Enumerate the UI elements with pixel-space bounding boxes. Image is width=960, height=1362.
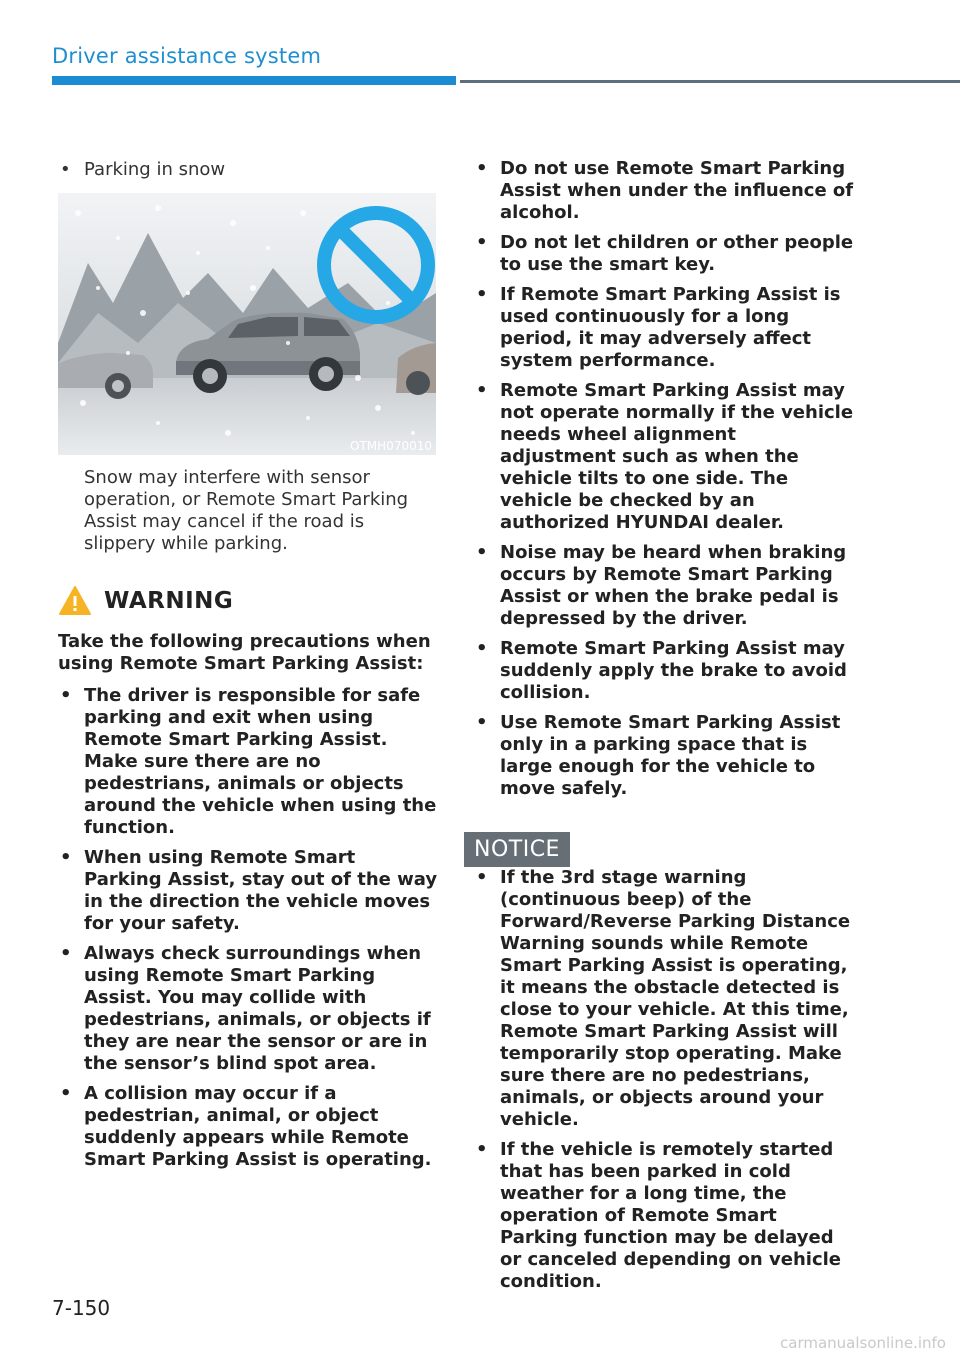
bullet-parking-in-snow: • Parking in snow — [58, 158, 438, 181]
list-item: • When using Remote Smart Parking Assist, stay out of the way in the direction the vehicle moves for your safety. — [58, 847, 438, 935]
figure-caption: Snow may interfere with sensor operation, or Remote Smart Parking Assist may cancel if the road is slippery while parking. — [84, 467, 409, 554]
section-title: Driver assistance system — [52, 44, 322, 68]
left-column — [58, 158, 438, 1179]
warning-triangle-icon — [58, 585, 92, 617]
list-item: • Do not use Remote Smart Parking Assist when under the influence of alcohol. — [474, 158, 854, 224]
warning-label: WARNING — [104, 588, 234, 614]
list-item: • Use Remote Smart Parking Assist only in a parking space that is large enough for the vehicle to move safely. — [474, 712, 854, 800]
notice-list — [474, 867, 854, 1293]
list-item: • A collision may occur if a pedestrian, animal, or object suddenly appears while Remote Smart Parking Assist is operating. — [58, 1083, 438, 1171]
snow-scene-image — [58, 193, 436, 455]
list-item: • Remote Smart Parking Assist may not operate normally if the vehicle needs wheel alignment adjustment such as when the vehicle tilts to one side. The vehicle be checked by an authorized HYUNDAI dealer. — [474, 380, 854, 534]
page-number: 7-150 — [52, 1296, 111, 1320]
figure-code: OTMH070010 — [350, 439, 432, 453]
warning-heading — [58, 585, 438, 617]
warning-list-left — [58, 685, 438, 1171]
notice-badge: NOTICE — [464, 832, 570, 867]
snow-parking-illustration — [58, 193, 436, 455]
list-item: • Always check surroundings when using Remote Smart Parking Assist. You may collide with pedestrians, animals, or objects if they are near the sensor or are in the sensor’s blind spot area. — [58, 943, 438, 1075]
warning-intro: Take the following precautions when using Remote Smart Parking Assist: — [58, 631, 431, 674]
list-item: • Do not let children or other people to use the smart key. — [474, 232, 854, 276]
warning-list-right — [474, 158, 854, 800]
list-item: • Noise may be heard when braking occurs by Remote Smart Parking Assist or when the brake pedal is depressed by the driver. — [474, 542, 854, 630]
list-item: • If the vehicle is remotely started that has been parked in cold weather for a long time, the operation of Remote Smart Parking function may be delayed or canceled depending on vehicle condition. — [474, 1139, 854, 1293]
list-item: • Remote Smart Parking Assist may suddenly apply the brake to avoid collision. — [474, 638, 854, 704]
right-column — [474, 158, 854, 1301]
watermark: carmanualsonline.info — [780, 1334, 946, 1352]
header-rule — [460, 80, 960, 83]
list-item: • If Remote Smart Parking Assist is used continuously for a long period, it may adversely affect system performance. — [474, 284, 854, 372]
list-item: • If the 3rd stage warning (continuous beep) of the Forward/Reverse Parking Distance Warning sounds while Remote Smart Parking Assist is operating, it means the obstacle detected is close to your vehicle. At this time, Remote Smart Parking Assist will temporarily stop operating. Make sure there are no pedestrians, animals, or objects around your vehicle. — [474, 867, 854, 1131]
header-rule-accent — [52, 76, 456, 85]
list-item: • The driver is responsible for safe parking and exit when using Remote Smart Parking Assist. Make sure there are no pedestrians, animals or objects around the vehicle when using the function. — [58, 685, 438, 839]
